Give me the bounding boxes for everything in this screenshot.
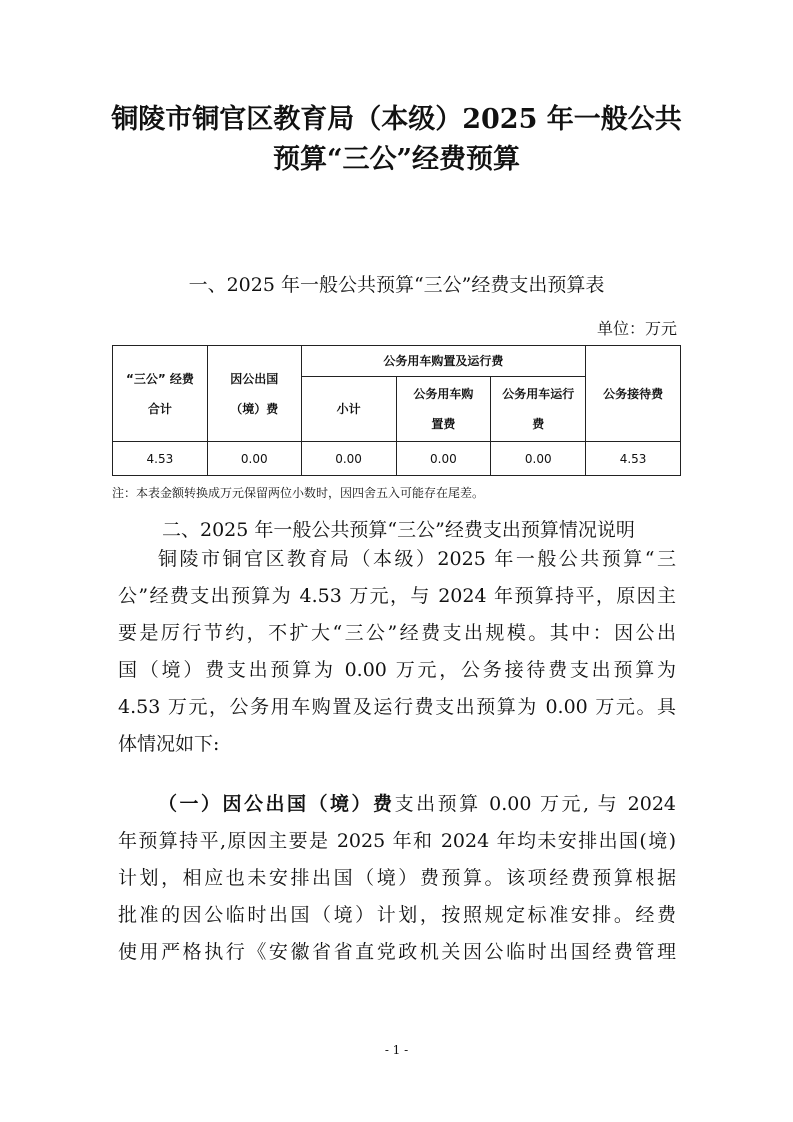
document-title-line1: 铜陵市铜官区教育局（本级）2025 年一般公共: [111, 104, 682, 135]
document-title-line2: 预算“三公”经费预算: [272, 144, 521, 175]
header-total-line1: “三公” 经费: [125, 371, 194, 386]
header-vehicle-group: 公务用车购置及运行费: [301, 346, 585, 377]
paragraph-line: 计划，相应也未安排出国（境）费预算。该项经费预算根据: [118, 867, 676, 889]
header-operation-line2: 费: [532, 417, 545, 431]
header-total-line2: 合计: [147, 401, 172, 416]
cell-vehicle-purchase: 0.00: [396, 442, 491, 476]
header-vehicle-operation: [491, 377, 586, 442]
abroad-expense-paragraph: [118, 786, 676, 971]
section2-heading: 二、2025 年一般公共预算“三公”经费支出预算情况说明: [162, 519, 635, 541]
header-vehicle-purchase: [396, 377, 491, 442]
header-total: [113, 346, 208, 442]
paragraph-line: [118, 786, 676, 823]
paragraph-line: 4.53 万元，公务用车购置及运行费支出预算为 0.00 万元。具: [118, 696, 676, 718]
cell-vehicle-operation: 0.00: [491, 442, 586, 476]
paragraph-line-text: 支出预算 0.00 万元, 与 2024: [394, 793, 676, 815]
cell-total: 4.53: [113, 442, 208, 476]
header-operation-line1: 公务用车运行: [502, 387, 575, 401]
header-purchase-line1: 公务用车购: [413, 387, 474, 401]
paragraph-line: 铜陵市铜官区教育局（本级）2025 年一般公共预算“三: [158, 548, 676, 570]
header-subtotal: 小计: [301, 377, 396, 442]
budget-table: [112, 345, 681, 476]
header-abroad-line2: （境）费: [230, 401, 279, 416]
paragraph-line: 公”经费支出预算为 4.53 万元，与 2024 年预算持平，原因主: [118, 585, 676, 607]
header-abroad-line1: 因公出国: [230, 371, 279, 386]
table-row: [113, 442, 681, 476]
unit-label: 单位：万元: [596, 319, 677, 338]
explanation-paragraph: [118, 541, 676, 763]
subsection-heading: （一）因公出国（境）费: [158, 793, 395, 815]
header-abroad: [207, 346, 301, 442]
page-number: - 1 -: [384, 1043, 409, 1057]
cell-reception: 4.53: [586, 442, 681, 476]
paragraph-line: 年预算持平,原因主要是 2025 年和 2024 年均未安排出国(境): [118, 830, 676, 852]
paragraph-line: 体情况如下:: [118, 733, 220, 755]
cell-subtotal: 0.00: [301, 442, 396, 476]
header-reception: 公务接待费: [586, 346, 681, 442]
paragraph-line: 要是厉行节约，不扩大“三公”经费支出规模。其中：因公出: [118, 622, 676, 644]
table-header-row-1: [113, 346, 681, 377]
cell-abroad: 0.00: [207, 442, 301, 476]
paragraph-line: 国（境）费支出预算为 0.00 万元，公务接待费支出预算为: [118, 659, 676, 681]
section1-heading: 一、2025 年一般公共预算“三公”经费支出预算表: [188, 274, 605, 296]
table-note: 注：本表金额转换成万元保留两位小数时，因四舍五入可能存在尾差。: [112, 486, 485, 500]
header-purchase-line2: 置费: [431, 417, 456, 431]
paragraph-line: 批准的因公临时出国（境）计划，按照规定标准安排。经费: [118, 904, 676, 926]
paragraph-line: 使用严格执行《安徽省省直党政机关因公临时出国经费管理: [118, 941, 676, 963]
